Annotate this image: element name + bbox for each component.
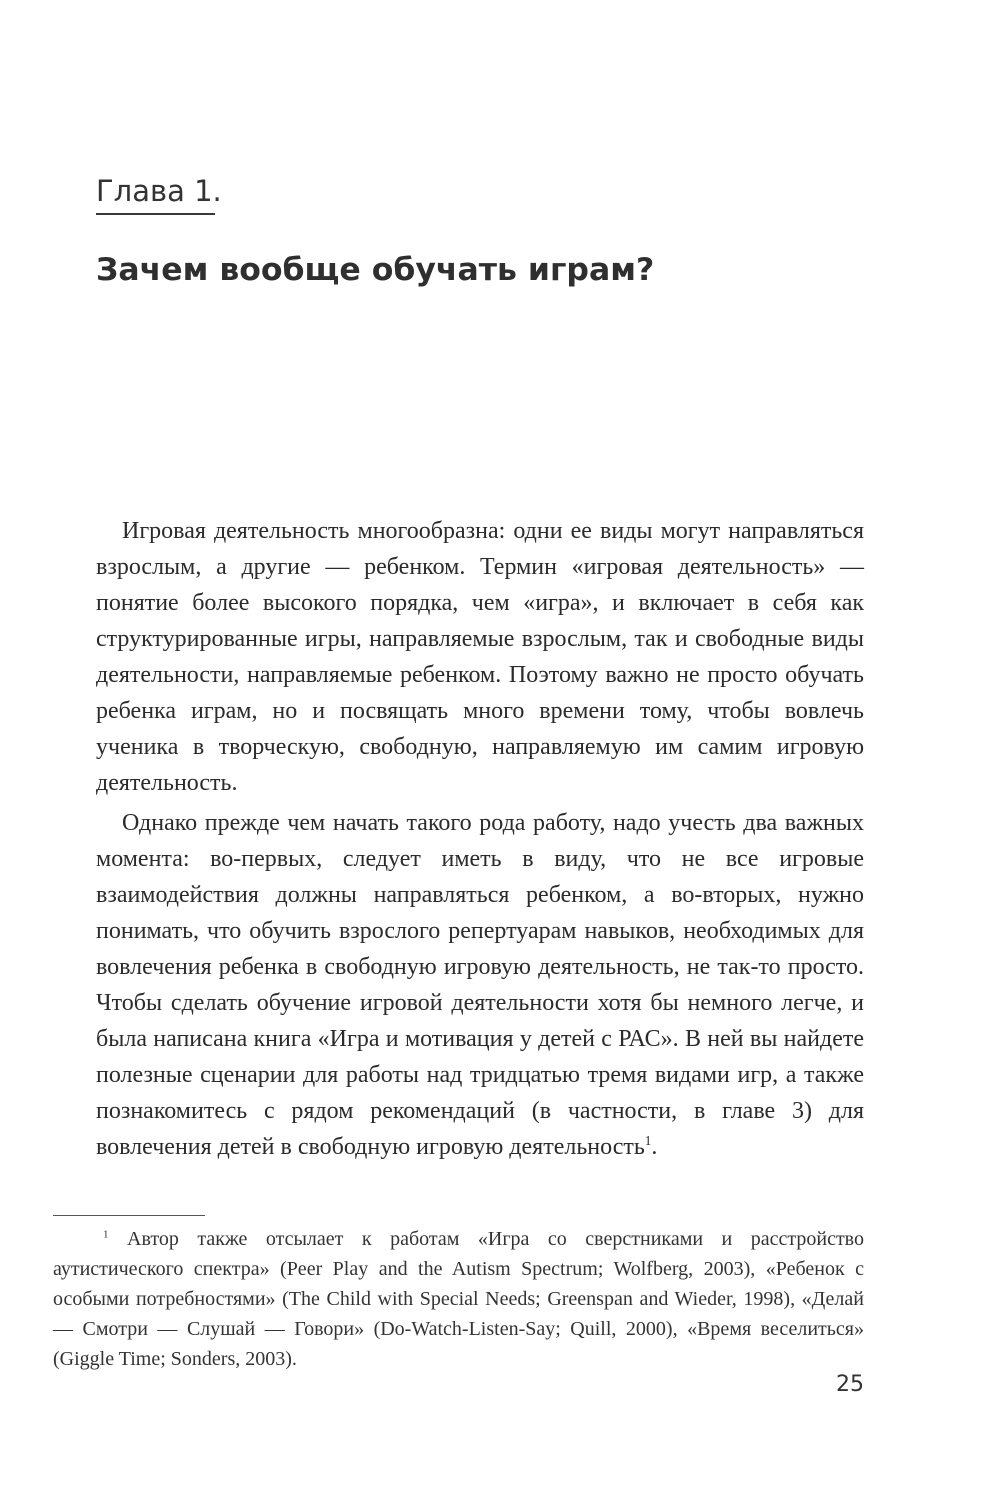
body-text [96, 513, 864, 1165]
footnote-reference[interactable]: 1 [644, 1133, 652, 1148]
footnote-separator [53, 1215, 205, 1216]
footnote-marker: 1 [103, 1228, 109, 1241]
paragraph [96, 513, 864, 801]
footnote [53, 1224, 864, 1374]
paragraph: Однако прежде чем начать такого рода работу, надо учесть два важных момента: во-первых, следует иметь в виду, что не все игровые взаимодействия должны направляться ребенком, а во-вторых, нужно понимать, что обучить взрослого репертуарам навыков, необходимых для вовлечения ребенка в свободную игровую деятельность, не так-то просто. Чтобы сделать обучение игровой деятельности хотя бы немного легче, и была написана книга «Игра и мотивация у детей с РАС». В ней вы найдете полезные сценарии для работы над тридцатью тремя видами игр, а также познакомитесь с рядом рекомендаций (в частности, в главе 3) для вовлечения детей в свободную игровую деятельность$^1$. [96, 810, 864, 1160]
paragraph-2-text: Однако прежде чем начать такого рода работу, надо учесть два важных момента: во-первых, следует иметь в виду, что не все игровые взаимодействия должны направляться ребенком, а во-вторых, нужно понимать, что обучить взрослого репертуарам навыков, необходимых для вовлечения ребенка в свободную игровую деятельность, не так-то просто. Чтобы сделать обучение игровой деятельности хотя бы немного легче, и была написана книга «Игра и мотивация у детей с РАС». В ней вы найдете полезные сценарии для работы над тридцатью тремя видами игр, а также познакомитесь с рядом рекомендаций (в частности, в главе 3) для вовлечения детей в свободную игровую деятельность [96, 810, 864, 1160]
chapter-underline [96, 213, 215, 215]
chapter-title: Зачем вообще обучать играм? [96, 252, 655, 288]
footnote-text: Автор также отсылает к работам «Игра со сверстниками и расстройство аутистического спектра» (Peer Play and the Autism Spectrum; Wolfberg, 2003), «Ребенок с особыми потребностями» (The Child with Special Needs; Greenspan and Wieder, 1998), «Делай — Смотри — Слушай — Говори» (Do-Watch-Listen-Say; Quill, 2000), «Время веселиться» (Giggle Time; Sonders, 2003). [53, 1228, 864, 1370]
page-number: 25 [836, 1372, 864, 1397]
paragraph-1-text: Игровая деятельность многообразна: одни ее виды могут направляться взрослым, а другие — ребенком. Термин «игровая деятельность» — понятие более высокого порядка, чем «игра», и включает в себя как структурированные игры, направляемые взрослым, так и свободные виды деятельности, направляемые ребенком. Поэтому важно не просто обучать ребенка играм, но и посвящать много времени тому, чтобы вовлечь ученика в творческую, свободную, направляемую им самим игровую деятельность. [96, 518, 864, 796]
chapter-label: Глава 1. [96, 174, 222, 208]
